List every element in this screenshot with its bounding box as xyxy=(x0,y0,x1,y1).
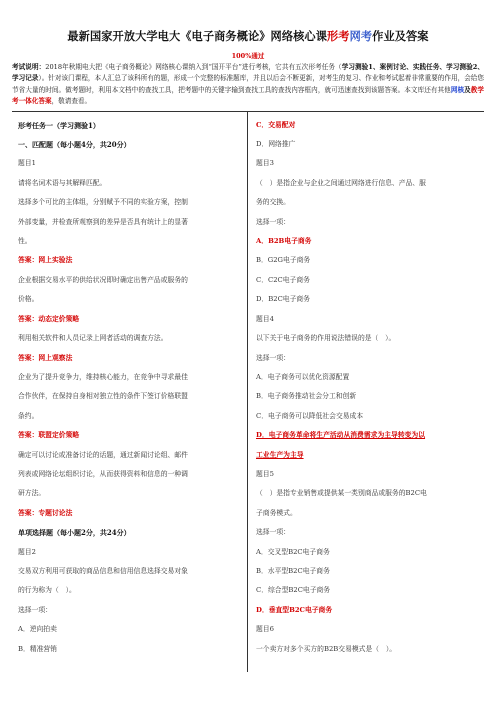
right-line-answer: D．垂直型B2C电子商务 xyxy=(256,605,333,614)
right-line-text: 题目5 xyxy=(256,469,274,478)
intro-text-2: ）。针对该门课程，本人汇总了该科所有的题，形成一个完整的标准题库，并且以后会不断更新，对考生的复习、作业和考试起着非常重要的作用，会给您节省大量的时间。做考题时，利用本文档中的查找工具，把考题中的关键字输到查找工具的查找内容框内，就可迅速查找到该题答案。本文库还有其他 xyxy=(12,74,484,94)
left-line-text: 交易双方利用可获取的商品信息和信用信息选择交易对象 xyxy=(18,566,188,575)
left-line-heading: 单项选择题（每小题2分，共24分） xyxy=(18,528,131,538)
left-line-answer: 答案：网上观察法 xyxy=(18,353,73,362)
right-line-text: C．综合型B2C电子商务 xyxy=(256,586,331,595)
right-line-text: A．电子商务可以优化资源配置 xyxy=(256,372,350,381)
right-line-text: （ ）是指专业销售或提供某一类别商品或服务的B2C电 xyxy=(256,489,427,498)
left-line-text: 性。 xyxy=(18,237,32,246)
right-line-answer: D．电子商务革命将生产活动从消费需求为主导转变为以 xyxy=(256,431,426,440)
right-line-text: 题目3 xyxy=(256,159,274,168)
left-line-text: 研方法。 xyxy=(18,489,46,498)
left-line-answer: 答案：网上实验法 xyxy=(18,256,73,265)
left-line-text: 选择一项： xyxy=(18,605,52,614)
intro-lead: 考试说明： xyxy=(12,63,46,71)
right-line-text: （ ）是指企业与企业之间通过网络进行信息、产品、服 xyxy=(256,178,426,187)
right-line-text: A．交叉型B2C电子商务 xyxy=(256,547,330,556)
left-line-text: 选择多个可比的主体组，分别赋予不同的实验方案，控制 xyxy=(18,198,188,207)
two-column-body xyxy=(12,112,484,672)
right-line-text: 题目6 xyxy=(256,625,274,634)
left-line-answer: 答案：动态定价策略 xyxy=(18,314,80,323)
right-line-answer: A．B2B电子商务 xyxy=(256,237,312,246)
right-line-text: B．G2G电子商务 xyxy=(256,256,311,265)
title-main: 最新国家开放大学电大《电子商务概论》网络核心课 xyxy=(67,29,327,43)
intro-paragraph xyxy=(12,62,484,108)
intro-link-teaching[interactable]: 教学考一体化答案 xyxy=(12,85,485,106)
left-line-text: 利用相关软件和人员记录上网者活动的调查方法。 xyxy=(18,334,168,343)
title-highlight-red: 形考 xyxy=(327,29,350,43)
right-column xyxy=(248,112,484,672)
intro-and: 及 xyxy=(464,85,471,94)
right-line-text: C．C2C电子商务 xyxy=(256,275,310,284)
right-line-text: C．电子商务可以降低社会交易成本 xyxy=(256,411,364,420)
left-line-answer: 答案：联盟定价策略 xyxy=(18,431,80,440)
pass-label: 100%通过 xyxy=(231,52,265,60)
left-line-text: A．逆向拍卖 xyxy=(18,625,57,634)
intro-link-network[interactable]: 网核 xyxy=(450,85,465,94)
right-line-answer: 工业生产为主导 xyxy=(256,450,304,459)
left-column xyxy=(12,112,248,672)
left-line-text: 请将名词术语与其解释匹配。 xyxy=(18,178,107,187)
right-line-text: 题目4 xyxy=(256,314,274,323)
intro-end: ，敬请查看。 xyxy=(51,97,92,106)
left-line-text: 题目1 xyxy=(18,159,36,168)
left-line-text: 列表或网络论坛组织讨论，从而获得资料和信息的一种调 xyxy=(18,469,188,478)
left-line-text: 企业根据交易水平的供给状况即时确定出售产品或服务的 xyxy=(18,275,188,284)
right-line-text: 选择一项： xyxy=(256,528,290,537)
left-line-text: 确定可以讨论或准备讨论的话题，通过新闻讨论组、邮件 xyxy=(18,450,188,459)
right-line-text: D．网络推广 xyxy=(256,140,296,149)
left-line-text: 企业为了提升竞争力，维持核心能力，在竞争中寻求最佳 xyxy=(18,372,188,381)
left-line-text: 外部变量，并检查所观察到的差异是否具有统计上的显著 xyxy=(18,217,188,226)
left-line-text: 条约。 xyxy=(18,411,39,420)
title-suffix: 作业及答案 xyxy=(372,29,429,43)
right-line-text: B．水平型B2C电子商务 xyxy=(256,566,330,575)
left-line-heading: 一、匹配题（每小题4分，共20分） xyxy=(18,140,131,150)
right-line-text: 以下关于电子商务的作用说法错误的是（ ）。 xyxy=(256,334,396,343)
intro-text-1: 2018年秋期电大把《电子商务概论》网络核心课纳入到“国开平台”进行考核，它共有五次形考任务（ xyxy=(45,63,342,71)
left-line-text: 价格。 xyxy=(18,295,39,304)
right-line-text: 务的交换。 xyxy=(256,198,290,207)
left-line-answer: 答案：专题讨论法 xyxy=(18,508,73,517)
right-line-text: 一个卖方对多个买方的B2B交易模式是（ ）。 xyxy=(256,644,397,653)
right-line-text: 选择一项： xyxy=(256,353,290,362)
left-line-text: 的行为称为（ ）。 xyxy=(18,586,76,595)
right-line-text: B．电子商务推动社会分工和创新 xyxy=(256,392,357,401)
right-line-text: 子商务模式。 xyxy=(256,508,297,517)
intro-bold-tasks: 学习测验1、案例讨论、实践任务、学习测验2、学习记录 xyxy=(12,63,484,83)
right-line-text: 选择一项： xyxy=(256,217,290,226)
left-line-text: 题目2 xyxy=(18,547,36,556)
document-title xyxy=(12,28,484,44)
left-line-text: 合作伙伴，在保持自身相对独立性的条件下签订价格联盟 xyxy=(18,392,188,401)
title-highlight-blue: 网考 xyxy=(349,29,373,43)
right-line-answer: C．交易配对 xyxy=(256,120,296,129)
right-line-text: D．B2C电子商务 xyxy=(256,295,310,304)
left-line-heading: 形考任务一（学习测验1） xyxy=(18,120,100,130)
left-line-text: B．精准营销 xyxy=(18,644,57,653)
